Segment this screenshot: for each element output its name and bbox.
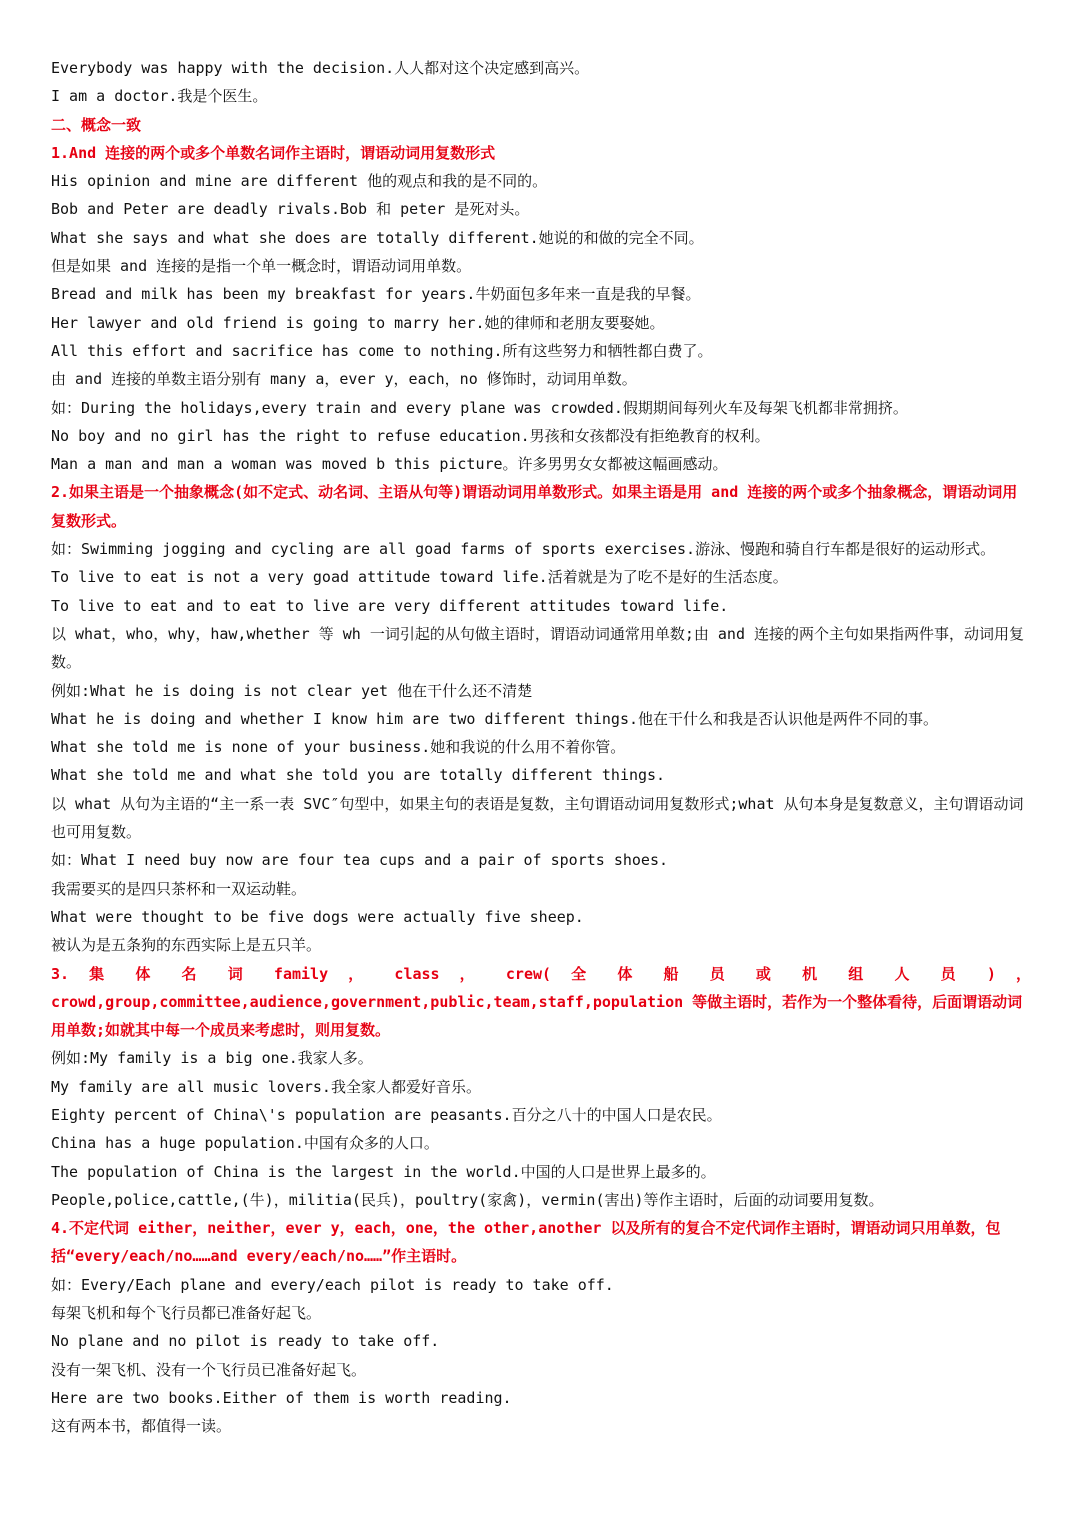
text-line: People,police,cattle,(牛)，militia(民兵)，poultry(家禽)，vermin(害出)等作主语时，后面的动词要用复数。 (51, 1190, 884, 1209)
text-line: To live to eat is not a very goad attitude toward life.活着就是为了吃不是好的生活态度。 (51, 568, 788, 587)
text-line: Here are two books.Either of them is worth reading. (51, 1388, 512, 1407)
text-line: The population of China is the largest in the world.中国的人口是世界上最多的。 (51, 1162, 716, 1181)
rule-heading: 2.如果主语是一个抽象概念(如不定式、动名词、主语从句等)谓语动词用单数形式。如果主语是用 and 连接的两个或多个抽象概念，谓语动词用复数形式。 (51, 483, 1018, 530)
text-line: 由 and 连接的单数主语分别有 many a，ever y，each，no 修饰时，动词用单数。 (51, 370, 637, 389)
text-line: What she told me and what she told you are totally different things. (51, 766, 666, 785)
text-line: All this effort and sacrifice has come to nothing.所有这些努力和牺牲都白费了。 (51, 341, 713, 360)
text-line: 以 what 从句为主语的“主一系一表 SVC″句型中，如果主句的表语是复数，主句谓语动词用复数形式;what 从句本身是复数意义，主句谓语动词也可用复数。 (51, 794, 1024, 842)
text-line: 没有一架飞机、没有一个飞行员已准备好起飞。 (51, 1360, 367, 1379)
text-line: Man a man and man a woman was moved b this picture。许多男男女女都被这幅画感动。 (51, 455, 728, 474)
text-line: 我需要买的是四只茶杯和一双运动鞋。 (51, 879, 307, 898)
rule-heading: 3. 集 体 名 词 family ， class ， crew( 全 体 船 员 或 机 组 人 员 ) ， (51, 964, 1031, 983)
text-line: 以 what，who，why，haw,whether 等 wh 一词引起的从句做主语时，谓语动词通常用单数;由 and 连接的两个主句如果指两件事，动词用复数。 (51, 624, 1025, 672)
text-line: Bob and Peter are deadly rivals.Bob 和 peter 是死对头。 (51, 200, 530, 219)
text-line: My family are all music lovers.我全家人都爱好音乐。 (51, 1077, 481, 1096)
rule-heading: 4.不定代词 either，neither，ever y，each，one，the other,another 以及所有的复合不定代词作主语时，谓语动词只用单数，包括“every/each/no……and every/each/no……”作主语时。 (51, 1219, 1001, 1266)
text-line: China has a huge population.中国有众多的人口。 (51, 1134, 439, 1153)
text-line: 每架飞机和每个飞行员都已准备好起飞。 (51, 1304, 322, 1323)
text-line: What were thought to be five dogs were actually five sheep. (51, 907, 584, 926)
document-page (51, 54, 1031, 1441)
text-line: 但是如果 and 连接的是指一个单一概念时，谓语动词用单数。 (51, 257, 472, 276)
text-line: 如：What I need buy now are four tea cups and a pair of sports shoes. (51, 851, 668, 870)
text-line: 如：Every/Each plane and every/each pilot is ready to take off. (51, 1275, 614, 1294)
section-heading: 二、概念一致 (51, 115, 142, 134)
text-line: No boy and no girl has the right to refuse education.男孩和女孩都没有拒绝教育的权利。 (51, 426, 770, 445)
text-line: 如：During the holidays,every train and every plane was crowded.假期期间每列火车及每架飞机都非常拥挤。 (51, 398, 908, 417)
text-line: 例如:What he is doing is not clear yet 他在干什么还不清楚 (51, 681, 533, 700)
text-line: No plane and no pilot is ready to take off. (51, 1332, 440, 1351)
text-line: Her lawyer and old friend is going to marry her.她的律师和老朋友要娶她。 (51, 313, 665, 332)
text-line: I am a doctor.我是个医生。 (51, 87, 268, 106)
text-line: 这有两本书，都值得一读。 (51, 1417, 232, 1436)
text-line: Eighty percent of China\'s population are peasants.百分之八十的中国人口是农民。 (51, 1105, 722, 1124)
text-line: His opinion and mine are different 他的观点和我的是不同的。 (51, 172, 548, 191)
text-line: 被认为是五条狗的东西实际上是五只羊。 (51, 936, 322, 955)
text-line: What he is doing and whether I know him are two different things.他在干什么和我是否认识他是两件不同的事。 (51, 709, 939, 728)
text-line: To live to eat and to eat to live are very different attitudes toward life. (51, 596, 729, 615)
text-line: 例如:My family is a big one.我家人多。 (51, 1049, 373, 1068)
text-line: Everybody was happy with the decision.人人都对这个决定感到高兴。 (51, 59, 590, 77)
rule-heading-continued: crowd,group,committee,audience,government,public,team,staff,population 等做主语时，若作为一个整体看待，后面谓语动词用单数;如就其中每一个成员来考虑时，则用复数。 (51, 992, 1023, 1040)
rule-heading: 1.And 连接的两个或多个单数名词作主语时，谓语动词用复数形式 (51, 143, 496, 162)
text-line: 如：Swimming jogging and cycling are all goad farms of sports exercises.游泳、慢跑和骑自行车都是很好的运动形式。 (51, 540, 996, 559)
text-line: What she says and what she does are totally different.她说的和做的完全不同。 (51, 228, 704, 247)
text-line: Bread and milk has been my breakfast for years.牛奶面包多年来一直是我的早餐。 (51, 285, 701, 304)
text-line: What she told me is none of your business.她和我说的什么用不着你管。 (51, 738, 626, 757)
